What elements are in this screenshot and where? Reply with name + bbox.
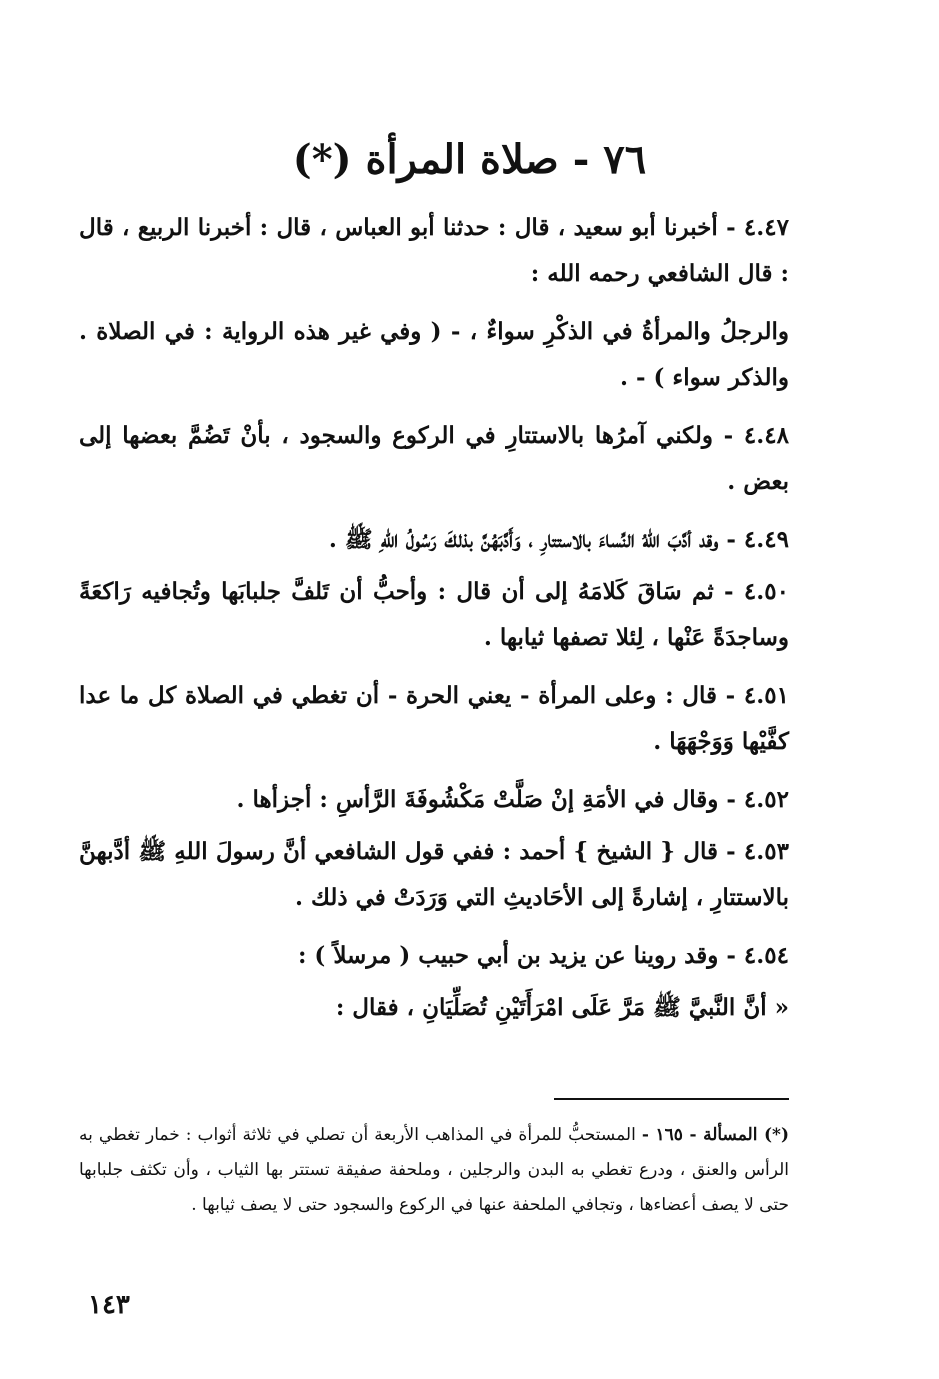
paragraph-4052: ٤.٥٢ - وقال في الأمَةِ إنْ صَلَّتْ مَكْشُوفَةَ الرَّأسِ : أجزأها . bbox=[236, 786, 789, 813]
paragraph-4051: ٤.٥١ - قال : وعلى المرأة - يعني الحرة - أن تغطي في الصلاة كل ما عدا كفَّيْها وَوَجْهَهَا . bbox=[79, 682, 789, 755]
footnote-marker: (*) المسألة - ١٦٥ - bbox=[641, 1125, 789, 1145]
paragraph-4049: ٤.٤٩ - وقد أدَّبَ اللهُ النِّساءَ بالاستتارِ ، وَأَدَّبَهُنَّ بذلكَ رَسُولُ اللهِ ﷺ . bbox=[328, 526, 789, 553]
main-text bbox=[79, 205, 789, 1041]
footnote bbox=[79, 1118, 789, 1223]
hadith-quote: « أنَّ النَّبيَّ ﷺ مَرَّ عَلَى امْرَأَتَيْنِ تُصَلِّيَانِ ، فقال : bbox=[335, 994, 789, 1021]
paragraph-4050: ٤.٥٠ - ثم سَاقَ كَلامَهُ إلى أن قال : وأحبُّ أن تَلفَّ جلبابَها وتُجافيه رَاكعَةً وساجدَةً عَنْها ، لِئلا تصفها ثيابها . bbox=[79, 578, 789, 651]
paragraph-quote-men-women: والرجلُ والمرأةُ في الذكْرِ سواءٌ ، - ( وفي غير هذه الرواية : في الصلاة . والذكر سواء ) - . bbox=[79, 318, 789, 391]
footnote-text: المستحبُّ للمرأة في المذاهب الأربعة أن تصلي في ثلاثة أثواب : خمار تغطي به الرأس والعنق ، ودرع تغطي به البدن والرجلين ، وملحفة صفيقة تستتر بها الثياب ، وأن تكثف جلبابها حتى لا يصف أعضاءها ، وتجافي الملحفة عنها في الركوع والسجود حتى لا يصف ثيابها . bbox=[79, 1125, 789, 1215]
paragraph-4047: ٤.٤٧ - أخبرنا أبو سعيد ، قال : حدثنا أبو العباس ، قال : أخبرنا الربيع ، قال : قال الشافعي رحمه الله : bbox=[79, 214, 789, 287]
chapter-title: ٧٦ - صلاة المرأة (*) bbox=[292, 136, 647, 183]
page-number: ١٤٣ bbox=[88, 1290, 130, 1320]
footnote-divider bbox=[554, 1098, 789, 1100]
paragraph-4053: ٤.٥٣ - قال { الشيخ } أحمد : ففي قول الشافعي أنَّ رسولَ اللهِ ﷺ أدَّبهنَّ بالاستتارِ ، إشارةً إلى الأحَاديثِ التي وَرَدَتْ في ذلك . bbox=[79, 838, 789, 911]
paragraph-4054: ٤.٥٤ - وقد روينا عن يزيد بن أبي حبيب ( مرسلاً ) : bbox=[297, 942, 789, 969]
paragraph-4048: ٤.٤٨ - ولكني آمرُها بالاستتارِ في الركوع والسجود ، بأنْ تَضُمَّ بعضها إلى بعض . bbox=[79, 422, 789, 495]
